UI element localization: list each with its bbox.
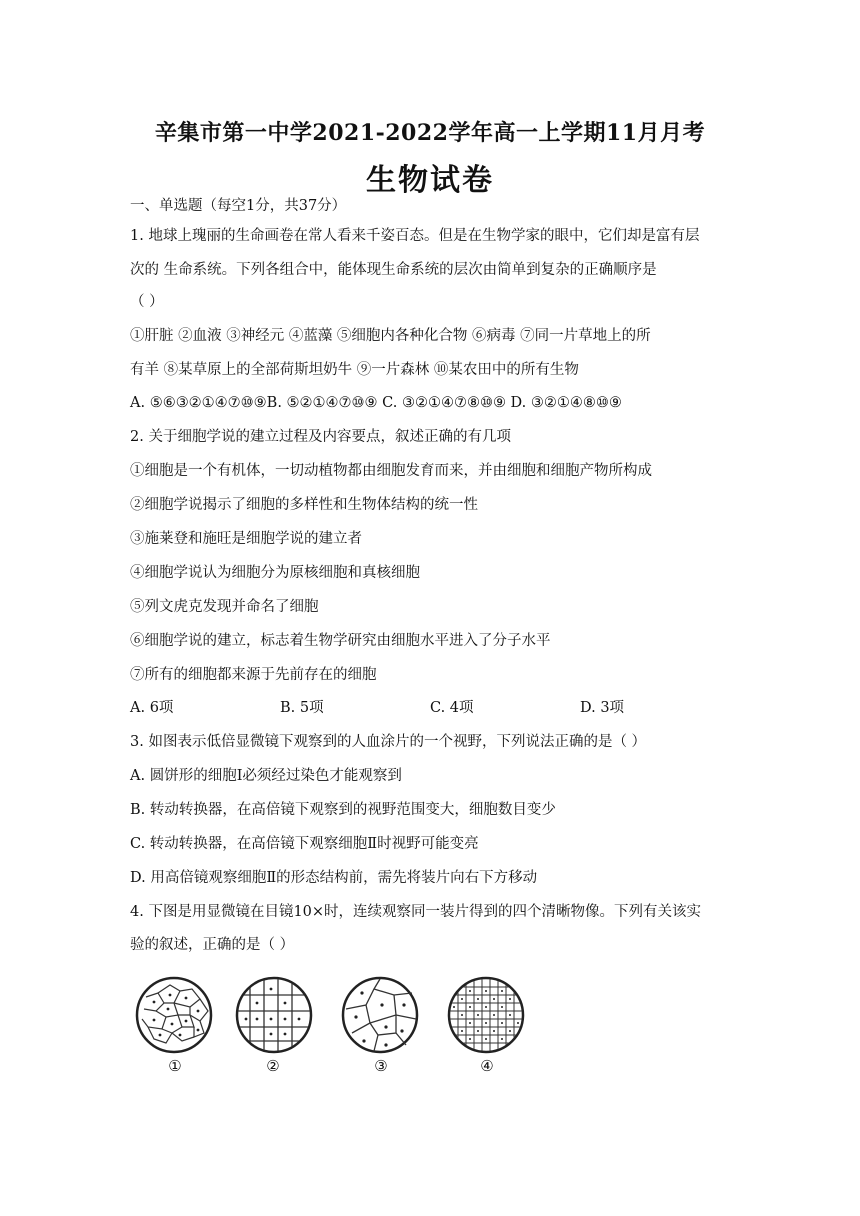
q1-options: A. ⑤⑥③②①④⑦⑩⑨B. ⑤②①④⑦⑩⑨ C. ③②①④⑦⑧⑩⑨ D. ③②①④⑧⑩⑨ [130, 395, 622, 411]
q2-item: ①细胞是一个有机体，一切动植物都由细胞发育而来，并由细胞和细胞产物所构成 [130, 463, 652, 479]
figure-label-1: ① [168, 1057, 182, 1075]
figure-label-4: ④ [480, 1057, 494, 1075]
q2-option-a: A. 6项 [130, 700, 174, 716]
section-heading: 一、单选题（每空1分，共37分） [130, 198, 347, 214]
microscope-figures [130, 975, 550, 1080]
q2-item: ③施莱登和施旺是细胞学说的建立者 [130, 531, 362, 547]
q4-stem-line1: 4. 下图是用显微镜在目镜10×时，连续观察同一装片得到的四个清晰物像。下列有关该实 [130, 904, 702, 920]
q2-stem: 2. 关于细胞学说的建立过程及内容要点，叙述正确的有几项 [130, 429, 511, 445]
q1-answer-blank: （ ） [130, 294, 164, 310]
q1-stem-line2: 次的 生命系统。下列各组合中，能体现生命系统的层次由简单到复杂的正确顺序是 [130, 262, 657, 278]
microscope-view-4 [446, 975, 526, 1055]
q2-item: ⑤列文虎克发现并命名了细胞 [130, 599, 319, 615]
figure-label-3: ③ [374, 1057, 388, 1075]
figure-label-2: ② [266, 1057, 280, 1075]
microscope-view-2 [234, 975, 314, 1055]
q3-option-a: A. 圆饼形的细胞Ⅰ必须经过染色才能观察到 [130, 768, 402, 784]
q2-item: ⑥细胞学说的建立，标志着生物学研究由细胞水平进入了分子水平 [130, 633, 551, 649]
q1-items-line1: ①肝脏 ②血液 ③神经元 ④蓝藻 ⑤细胞内各种化合物 ⑥病毒 ⑦同一片草地上的所 [130, 328, 651, 344]
q3-option-c: C. 转动转换器，在高倍镜下观察细胞Ⅱ时视野可能变亮 [130, 836, 479, 852]
q2-item: ②细胞学说揭示了细胞的多样性和生物体结构的统一性 [130, 497, 478, 513]
q2-option-d: D. 3项 [580, 700, 625, 716]
q4-stem-line2: 验的叙述，正确的是（ ） [130, 937, 295, 953]
q2-option-b: B. 5项 [280, 700, 324, 716]
q2-item: ④细胞学说认为细胞分为原核细胞和真核细胞 [130, 565, 420, 581]
q2-item: ⑦所有的细胞都来源于先前存在的细胞 [130, 667, 377, 683]
exam-title-school: 辛集市第一中学2021-2022学年高一上学期11月月考 [154, 120, 706, 146]
q3-option-d: D. 用高倍镜观察细胞Ⅱ的形态结构前，需先将装片向右下方移动 [130, 870, 538, 886]
exam-title-subject: 生物试卷 [366, 163, 494, 198]
q3-option-b: B. 转动转换器，在高倍镜下观察到的视野范围变大，细胞数目变少 [130, 802, 556, 818]
microscope-view-3 [340, 975, 420, 1055]
q3-stem: 3. 如图表示低倍显微镜下观察到的人血涂片的一个视野，下列说法正确的是（ ） [130, 734, 647, 750]
q2-option-c: C. 4项 [430, 700, 474, 716]
q1-items-line2: 有羊 ⑧某草原上的全部荷斯坦奶牛 ⑨一片森林 ⑩某农田中的所有生物 [130, 362, 579, 378]
microscope-view-1 [134, 975, 214, 1055]
q1-stem-line1: 1. 地球上瑰丽的生命画卷在常人看来千姿百态。但是在生物学家的眼中，它们却是富有层 [130, 228, 700, 244]
